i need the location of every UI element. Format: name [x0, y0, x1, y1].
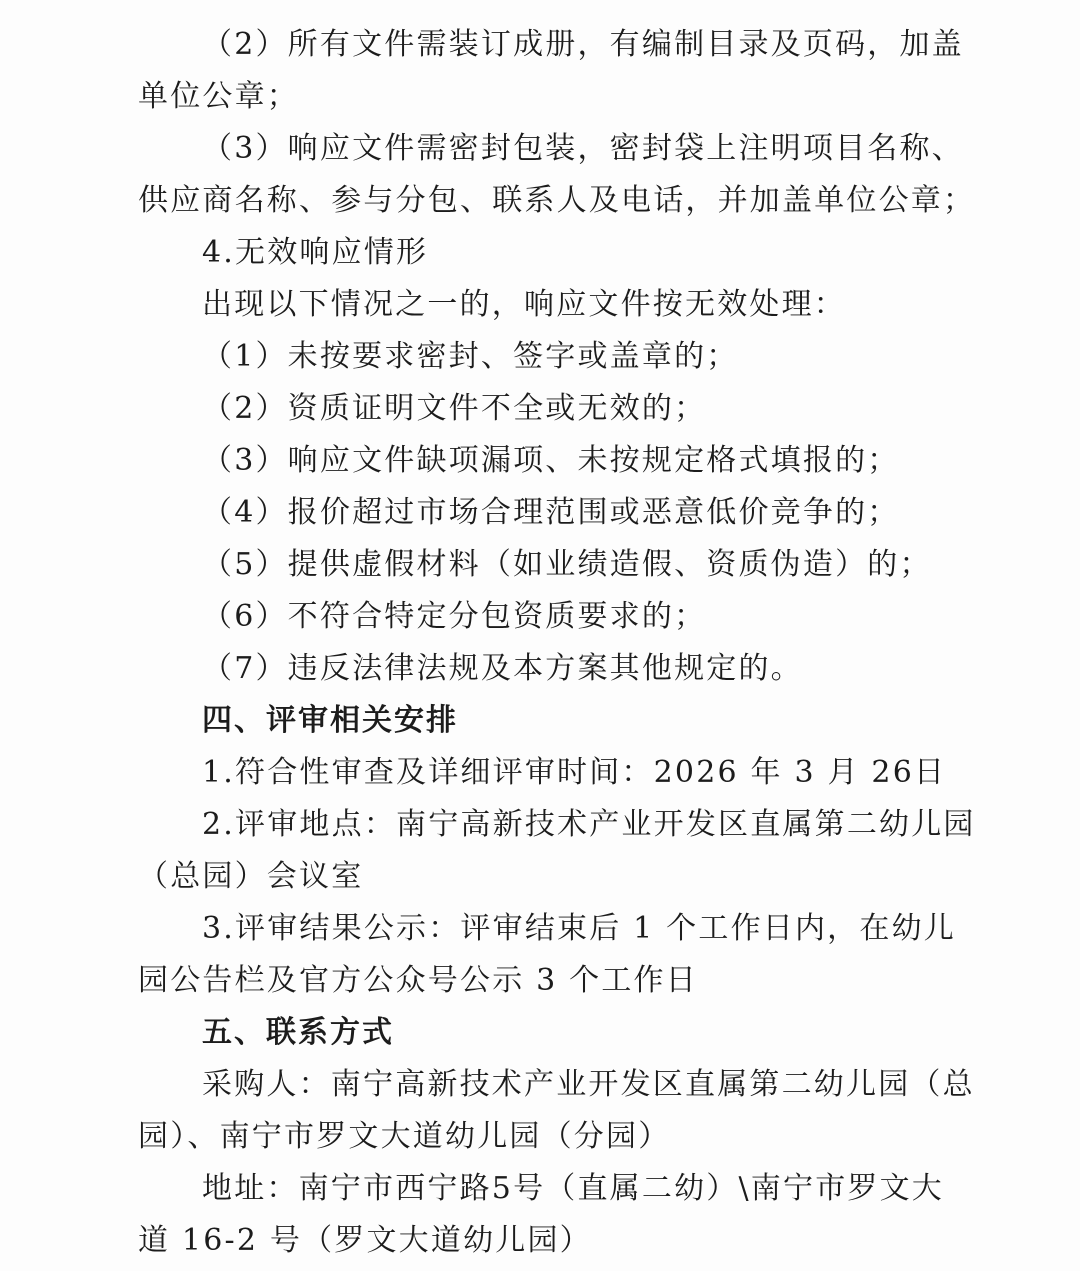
list-item: （6）不符合特定分包资质要求的；	[202, 599, 707, 634]
text-line: 供应商名称、参与分包、联系人及电话，并加盖单位公章；	[138, 183, 976, 218]
text-line: 园）、南宁市罗文大道幼儿园（分园）	[138, 1119, 671, 1154]
text-line: 单位公章；	[138, 79, 299, 114]
list-item: （2）资质证明文件不全或无效的；	[202, 391, 707, 426]
text-line: （总园）会议室	[138, 859, 364, 894]
list-item: （7）违反法律法规及本方案其他规定的。	[202, 651, 803, 686]
text-line: （3）响应文件需密封包装，密封袋上注明项目名称、	[202, 131, 964, 166]
text-line: 采购人：南宁高新技术产业开发区直属第二幼儿园（总	[202, 1067, 975, 1102]
list-item: （1）未按要求密封、签字或盖章的；	[202, 339, 739, 374]
list-item: （5）提供虚假材料（如业绩造假、资质伪造）的；	[202, 547, 932, 582]
section-heading: 四、评审相关安排	[202, 703, 458, 738]
list-item: （3）响应文件缺项漏项、未按规定格式填报的；	[202, 443, 900, 478]
text-line: 道 16-2 号（罗文大道幼儿园）	[138, 1223, 592, 1258]
text-line: 园公告栏及官方公众号公示 3 个工作日	[138, 963, 698, 998]
text-line: 2.评审地点：南宁高新技术产业开发区直属第二幼儿园	[202, 807, 976, 842]
section-heading: 五、联系方式	[202, 1015, 394, 1050]
list-item: （4）报价超过市场合理范围或恶意低价竞争的；	[202, 495, 900, 530]
text-line: 3.评审结果公示：评审结束后 1 个工作日内，在幼儿	[202, 911, 956, 946]
text-line: 1.符合性审查及详细评审时间：2026 年 3 月 26日	[202, 755, 947, 790]
text-line: （2）所有文件需装订成册，有编制目录及页码，加盖	[202, 27, 964, 62]
text-line: 地址：南宁市西宁路5号（直属二幼）\南宁市罗文大	[202, 1171, 944, 1206]
section-subheading: 4.无效响应情形	[202, 235, 429, 270]
text-line: 出现以下情况之一的，响应文件按无效处理：	[202, 287, 846, 322]
